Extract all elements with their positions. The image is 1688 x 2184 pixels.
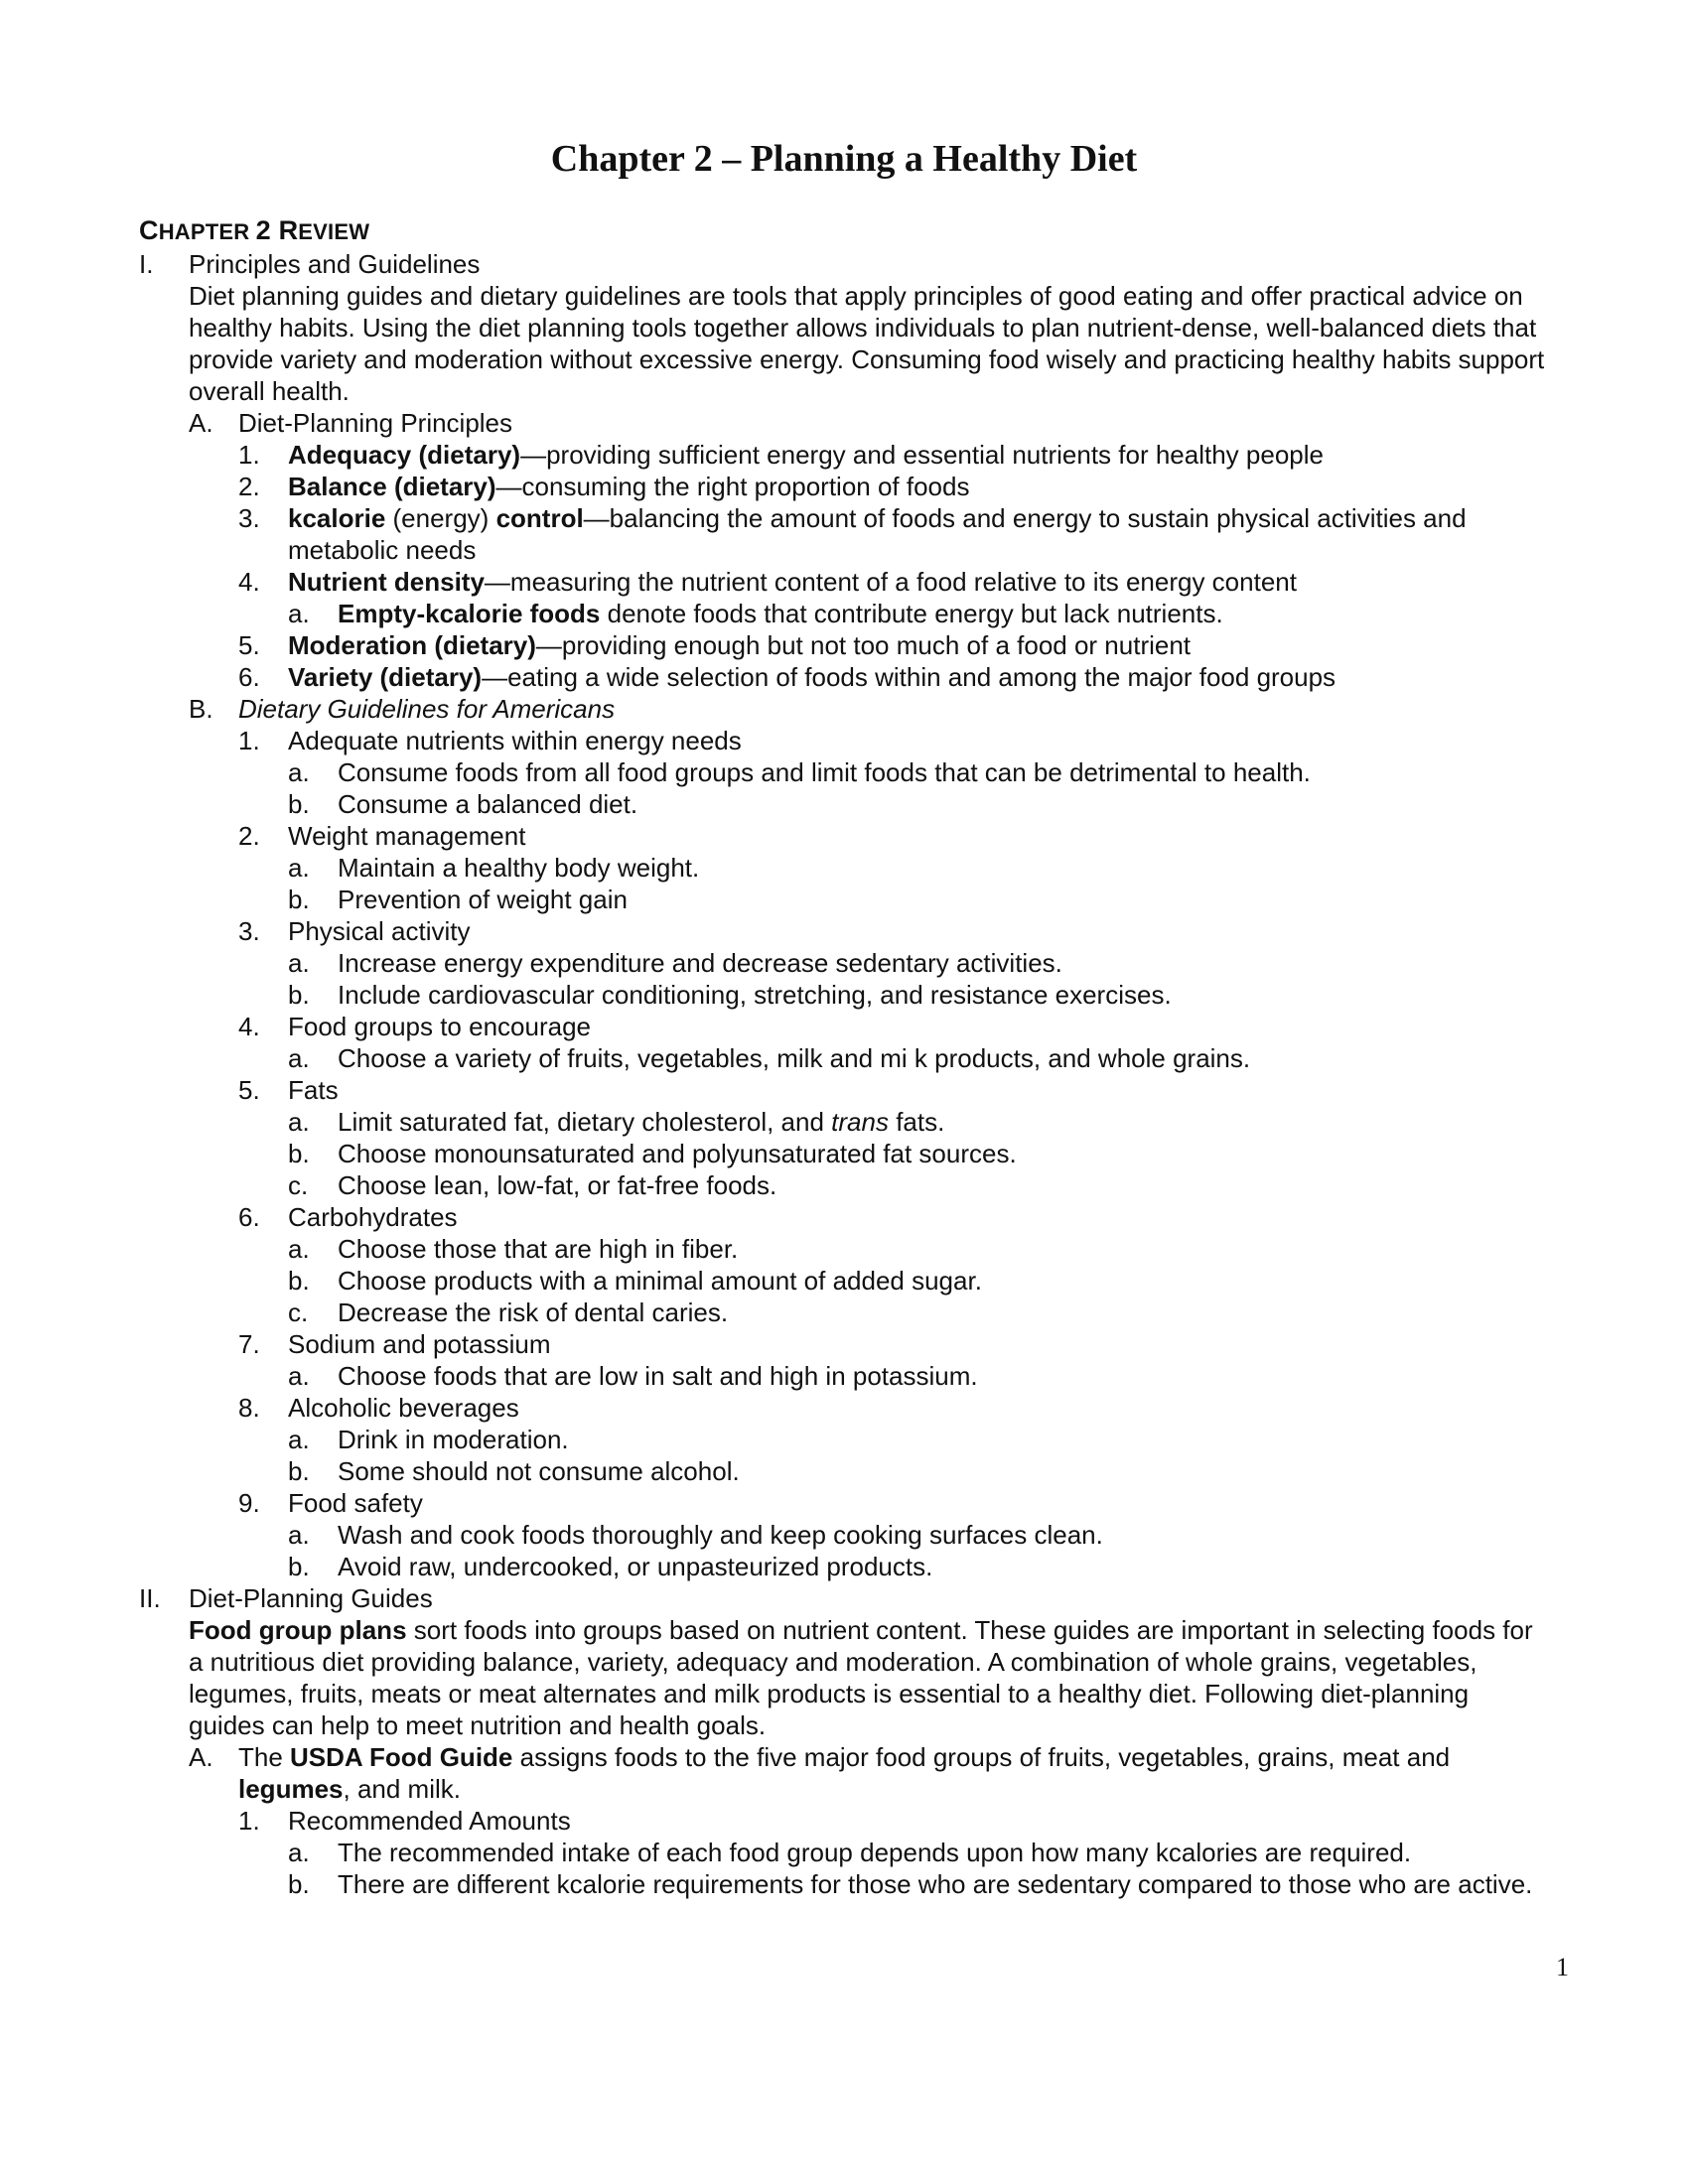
list-item: 6. Variety (dietary)—eating a wide selection of foods within and among the major food groups xyxy=(238,662,1336,692)
list-subitem: b. Include cardiovascular conditioning, stretching, and resistance exercises. xyxy=(288,980,1172,1010)
list-item: 5. Moderation (dietary)—providing enough but not too much of a food or nutrient xyxy=(238,630,1192,660)
list-item: 3. kcalorie (energy) control—balancing the amount of foods and energy to sustain physical activities and metabolic needs xyxy=(238,503,1467,565)
list-item: 7. Sodium and potassium xyxy=(238,1329,551,1359)
list-subitem: b. Avoid raw, undercooked, or unpasteurized products. xyxy=(288,1552,933,1581)
list-subitem: b. Some should not consume alcohol. xyxy=(288,1456,740,1486)
list-item: 9. Food safety xyxy=(238,1488,423,1518)
list-item: 1. Adequacy (dietary)—providing sufficient energy and essential nutrients for healthy people xyxy=(238,440,1324,470)
list-subitem: a. Limit saturated fat, dietary cholesterol, and trans fats. xyxy=(288,1107,945,1137)
list-subitem: b. Prevention of weight gain xyxy=(288,885,628,914)
list-subitem: b. Choose monounsaturated and polyunsaturated fat sources. xyxy=(288,1139,1017,1168)
list-item: 6. Carbohydrates xyxy=(238,1202,458,1232)
document-body xyxy=(139,214,1549,1900)
list-item: 5. Fats xyxy=(238,1075,339,1105)
page-number: 1 xyxy=(1556,1953,1569,1981)
subsection-heading: A. The USDA Food Guide assigns foods to the five major food groups of fruits, vegetables, grains, meat and legumes, and milk. xyxy=(189,1742,1451,1804)
list-subitem: a. Drink in moderation. xyxy=(288,1425,569,1454)
section-intro: Food group plans sort foods into groups based on nutrient content. These guides are important in selecting foods for a nutritious diet providing balance, variety, adequacy and moderation. A combination of whole grains, vegetables, legumes, fruits, meats or meat alternates and milk products is essential to a healthy diet. Following diet-planning guides can help to meet nutrition and health goals. xyxy=(189,1615,1533,1740)
list-item: 2. Balance (dietary)—consuming the right proportion of foods xyxy=(238,472,970,501)
list-subitem: c. Decrease the risk of dental caries. xyxy=(288,1297,729,1327)
list-subitem: c. Choose lean, low-fat, or fat-free foods. xyxy=(288,1170,777,1200)
list-subitem: b. There are different kcalorie requirements for those who are sedentary compared to those who are active. xyxy=(288,1869,1533,1899)
list-subitem: a. Choose foods that are low in salt and high in potassium. xyxy=(288,1361,978,1391)
section-intro: Diet planning guides and dietary guidelines are tools that apply principles of good eating and offer practical advice on healthy habits. Using the diet planning tools together allows individuals to plan nutrient-dense, well-balanced diets that provide variety and moderation without excessive energy. Consuming food wisely and practicing healthy habits support overall health. xyxy=(189,281,1545,406)
subsection-heading: B. Dietary Guidelines for Americans xyxy=(189,694,616,724)
list-subitem: a. Choose those that are high in fiber. xyxy=(288,1234,739,1264)
list-subitem: a. Wash and cook foods thoroughly and keep cooking surfaces clean. xyxy=(288,1520,1103,1550)
list-subitem: b. Choose products with a minimal amount of added sugar. xyxy=(288,1266,982,1296)
list-item: 1. Adequate nutrients within energy needs xyxy=(238,726,742,755)
list-item: 2. Weight management xyxy=(238,821,526,851)
list-subitem: a. Choose a variety of fruits, vegetables, milk and mi k products, and whole grains. xyxy=(288,1043,1251,1073)
page-title: Chapter 2 – Planning a Healthy Diet xyxy=(550,138,1138,180)
list-subitem: b. Consume a balanced diet. xyxy=(288,789,638,819)
list-item: 4. Food groups to encourage xyxy=(238,1012,591,1041)
section-heading: I. Principles and Guidelines xyxy=(139,249,481,279)
list-subitem: a. Empty-kcalorie foods denote foods that contribute energy but lack nutrients. xyxy=(288,599,1223,628)
list-item: 1. Recommended Amounts xyxy=(238,1806,571,1836)
chapter-review-heading: CHAPTER 2 REVIEW xyxy=(139,215,370,245)
list-subitem: a. Maintain a healthy body weight. xyxy=(288,853,700,883)
list-item: 4. Nutrient density—measuring the nutrient content of a food relative to its energy content xyxy=(238,567,1297,597)
list-item: 8. Alcoholic beverages xyxy=(238,1393,519,1423)
list-subitem: a. Consume foods from all food groups and limit foods that can be detrimental to health. xyxy=(288,757,1311,787)
list-subitem: a. The recommended intake of each food group depends upon how many kcalories are required. xyxy=(288,1838,1412,1867)
list-item: 3. Physical activity xyxy=(238,916,471,946)
list-subitem: a. Increase energy expenditure and decrease sedentary activities. xyxy=(288,948,1062,978)
subsection-heading: A. Diet-Planning Principles xyxy=(189,408,513,438)
section-heading: II. Diet-Planning Guides xyxy=(139,1583,433,1613)
